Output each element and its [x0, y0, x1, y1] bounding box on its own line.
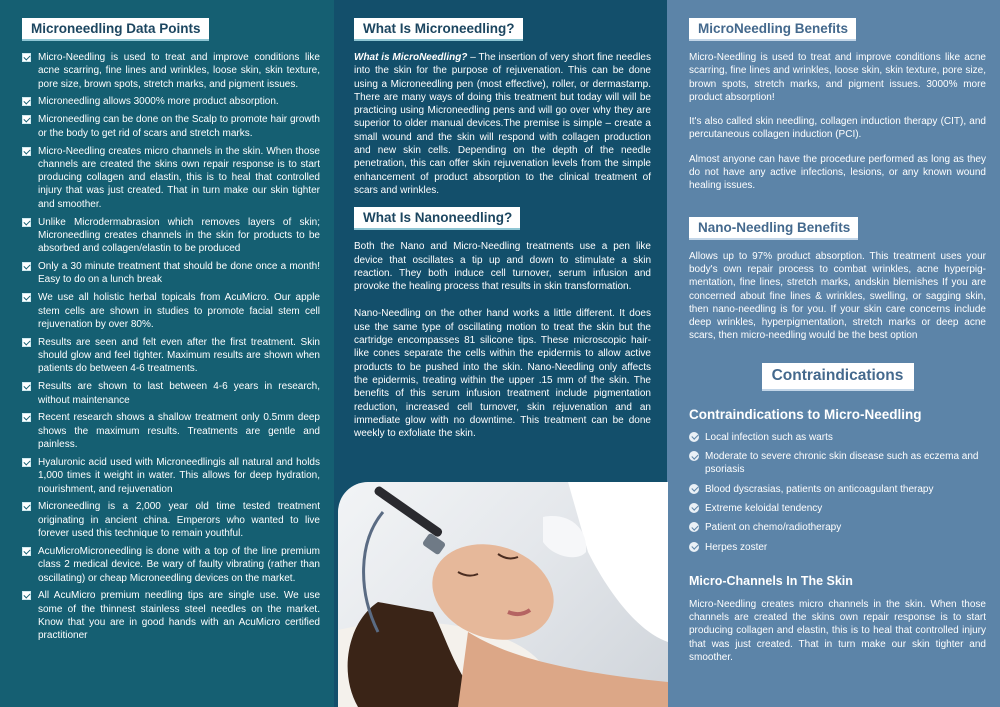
checkbox-icon — [22, 413, 31, 422]
list-item: Micro-Needling creates micro channels in the skin. When those channels are created the skins own repair response is to start producing collagen and elastin, this is to heal that controlled injury that was just created. That in turn make our skin tighter and smoother. — [22, 145, 320, 211]
list-item: All AcuMicro premium needling tips are single use. We use some of the thinnest stainless steel needles on the market. Know that you are in good hands with an AcuMicro certified practitioner — [22, 589, 320, 642]
list-item: Local infection such as warts — [689, 431, 986, 444]
benefits-paragraph-3: Almost anyone can have the procedure performed as long as they do not have any active infections, lesions, or any known wound healing issues. — [689, 153, 986, 192]
micro-channels-paragraph: Micro-Needling creates micro channels in the skin. When those channels are created the skins own repair response is to start producing collagen and elastin, this is to heal that controlled injury that was just created. That in turn make our skin tighter and smoother. — [689, 598, 986, 664]
list-item: We use all holistic herbal topicals from AcuMicro. Our apple stem cells are shown in studies to promote facial stem cell rejuvenation by over 80%. — [22, 291, 320, 331]
checkbox-icon — [22, 147, 31, 156]
microneedling-benefits-heading: MicroNeedling Benefits — [689, 18, 856, 41]
treatment-photo — [338, 482, 668, 707]
list-item: AcuMicroMicroneedling is done with a top of the line premium class 2 medical device. Be wary of faulty vibrating (rather than oscillating) or cheap Microneedling devices on the market. — [22, 545, 320, 585]
list-item: Results are shown to last between 4-6 years in research, without maintenance — [22, 380, 320, 407]
data-points-panel — [0, 0, 334, 707]
nano-needling-benefits-heading: Nano-Needling Benefits — [689, 217, 858, 240]
intro-label: What is MicroNeedling? — [354, 52, 468, 63]
list-item: Unlike Microdermabrasion which removes layers of skin; Microneedling creates channels in the skin for products to be absorbed and collagen/elastin to be produced — [22, 216, 320, 256]
checkbox-icon — [22, 382, 31, 391]
checkbox-icon — [22, 547, 31, 556]
treatment-photo-illustration — [338, 482, 668, 707]
list-item: Results are seen and felt even after the first treatment. Skin should glow and feel tighter. Maximum results are shown when patients do between 4-6 treatments. — [22, 336, 320, 376]
intro-text: – The insertion of very short fine needles into the skin for the purpose of rejuvenation. This can be done using a Microneedling pen (most effective), roller, or dermastamp. There are many ways of doing this treatment but today will will be practicing using Microneedling pens and will go over why they are superior to older manual devices.The premise is simple – create a small wound and the skin will respond with collagen production and new skin cells. Depending on the depth of the needle penetration, this can offer skin rejuvenation levels from the simple enhancement of product absorption to the clinical treatment of scars and wrinkles. — [354, 52, 651, 196]
list-item: Microneedling allows 3000% more product absorption. — [22, 95, 320, 108]
list-item: Micro-Needling is used to treat and improve conditions like acne scarring, fine lines and wrinkles, loose skin, skin texture, pore size, brown spots, stretch marks, and pigment issues. — [22, 51, 320, 91]
data-points-list — [22, 51, 320, 643]
benefits-paragraph-1: Micro-Needling is used to treat and improve conditions like acne scarring, fine lines and wrinkles, loose skin, skin texture, pore size, brown spots, stretch marks, and pigment issues. 3000% more product absorption! — [689, 52, 986, 103]
list-item: Patient on chemo/radiotherapy — [689, 521, 986, 534]
benefits-panel — [667, 0, 1000, 707]
contraindications-heading: Contraindications to Micro-Needling — [689, 406, 922, 422]
checkbox-icon — [22, 293, 31, 302]
what-is-nanoneedling-heading: What Is Nanoneedling? — [354, 207, 520, 230]
checkbox-icon — [22, 115, 31, 124]
check-circle-icon — [689, 522, 699, 532]
benefits-paragraph-2: It's also called skin needling, collagen induction therapy (CIT), and percutaneous collagen induction (PCI). — [689, 116, 986, 141]
checkbox-icon — [22, 97, 31, 106]
checkbox-icon — [22, 591, 31, 600]
check-circle-icon — [689, 451, 699, 461]
contraindications-banner: Contraindications — [762, 363, 914, 391]
list-item: Microneedling is a 2,000 year old time tested treatment originating in ancient china. Emperors who wanted to live forever used this technique to remain youthful. — [22, 500, 320, 540]
checkbox-icon — [22, 458, 31, 467]
check-circle-icon — [689, 484, 699, 494]
contraindications-list — [689, 431, 986, 554]
what-is-microneedling-heading: What Is Microneedling? — [354, 18, 523, 41]
nano-benefits-paragraph: Allows up to 97% product absorption. This treatment uses your body's own repair process to combat wrinkles, acne hyperpig-mentation, fine lines, stretch marks, andskin blemishes If you are concerned about fine lines & wrinkles, swelling, or sagging skin, then nano-needling is for you. If your skin care concerns include deep wrinkles, hyperpigmentation, stretch marks or deep acne scars, then micro-needling would be the best option — [689, 250, 986, 342]
list-item: Recent research shows a shallow treatment only 0.5mm deep shows the maximum results. Treatments are gentle and painless. — [22, 411, 320, 451]
check-circle-icon — [689, 432, 699, 442]
checkbox-icon — [22, 262, 31, 271]
list-item: Extreme keloidal tendency — [689, 502, 986, 515]
checkbox-icon — [22, 53, 31, 62]
list-item: Herpes zoster — [689, 541, 986, 554]
list-item: Moderate to severe chronic skin disease such as eczema and psoriasis — [689, 450, 986, 477]
checkbox-icon — [22, 502, 31, 511]
list-item: Microneedling can be done on the Scalp to promote hair growth or the body to get rid of scars and stretch marks. — [22, 113, 320, 140]
nanoneedling-paragraph-2: Nano-Needling on the other hand works a little different. It does use the same type of oscillating motion to treat the skin but the cartridge encompasses 81 silicone tips. These microscopic hair-like cones separate the cells within the epidermis to allow active products to be pushed into the skin. Nano-Needling only affects the epidermis, treating within the upper .15 mm of the skin. The benefits of this serum infusion treatment include pigmentation reduction, increased cell turnover, skin rejuvenation and an immediate glow with no downtime. This treatment can be done weekly to exfoliate the skin. — [354, 308, 651, 440]
micro-channels-heading: Micro-Channels In The Skin — [689, 573, 853, 588]
list-item: Only a 30 minute treatment that should be done once a month! Easy to do on a lunch break — [22, 260, 320, 287]
list-item: Blood dyscrasias, patients on anticoagulant therapy — [689, 483, 986, 496]
list-item: Hyaluronic acid used with Microneedlingis all natural and holds 1,000 times it weight in water. This allows for deep hydration, nourishment, and rejuvenation — [22, 456, 320, 496]
microneedling-description — [354, 51, 651, 197]
check-circle-icon — [689, 503, 699, 513]
check-circle-icon — [689, 542, 699, 552]
checkbox-icon — [22, 218, 31, 227]
nanoneedling-paragraph-1: Both the Nano and Micro-Needling treatments use a pen like device that oscillates a tip up and down to stimulate a skin reaction. They both induce cell turnover, serum infusion and provoke the healing process that results in skin transformation. — [354, 241, 651, 293]
checkbox-icon — [22, 338, 31, 347]
data-points-heading: Microneedling Data Points — [22, 18, 209, 41]
